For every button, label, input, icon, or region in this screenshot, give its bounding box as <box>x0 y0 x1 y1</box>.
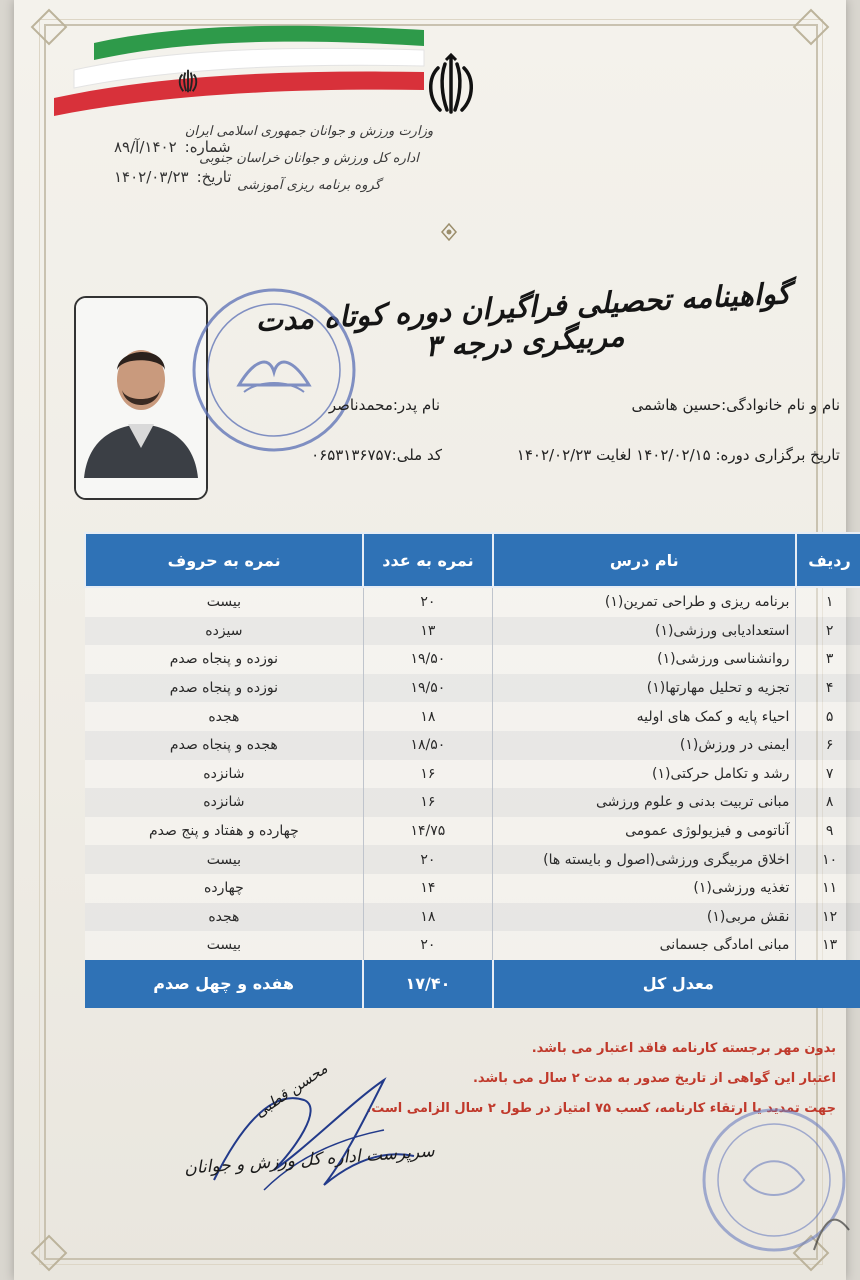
grade-in-words: نوزده و پنجاه صدم <box>85 645 363 674</box>
grade-in-words: شانزده <box>85 788 363 817</box>
course-name: برنامه ریزی و طراحی تمرین(۱) <box>493 587 796 617</box>
grade-in-words: هجده <box>85 903 363 932</box>
total-average-row <box>85 960 860 1008</box>
certificate-title: گواهینامه تحصیلی فراگیران دوره کوتاه مدت مربیگری درجه ۳ <box>254 276 792 364</box>
course-name: تجزیه و تحلیل مهارتها(۱) <box>493 674 796 703</box>
numeric-grade: ۱۸ <box>363 903 492 932</box>
table-row <box>85 903 860 932</box>
ornament-icon <box>434 222 464 242</box>
course-name: استعدادیابی ورزشی(۱) <box>493 617 796 646</box>
grade-in-words: نوزده و پنجاه صدم <box>85 674 363 703</box>
total-average-numeric: ۱۷/۴۰ <box>363 960 492 1008</box>
table-row <box>85 645 860 674</box>
numeric-grade: ۱۶ <box>363 788 492 817</box>
date-value: ۱۴۰۲/۰۳/۲۳ <box>114 168 189 186</box>
numeric-grade: ۲۰ <box>363 845 492 874</box>
embossed-stamp <box>664 1100 860 1270</box>
header-grade-in-words: نمره به حروف <box>85 533 363 587</box>
table-row <box>85 587 860 617</box>
table-row <box>85 817 860 846</box>
grade-in-words: بیست <box>85 845 363 874</box>
row-number: ۷ <box>796 760 860 789</box>
row-number: ۹ <box>796 817 860 846</box>
total-average-label: معدل کل <box>493 960 860 1008</box>
numeric-grade: ۱۳ <box>363 617 492 646</box>
table-row <box>85 874 860 903</box>
row-number: ۱ <box>796 587 860 617</box>
header-course-name: نام درس <box>493 533 796 587</box>
row-number: ۶ <box>796 731 860 760</box>
official-seal-stamp <box>184 280 364 460</box>
grade-in-words: بیست <box>85 587 363 617</box>
course-name: نقش مربی(۱) <box>493 903 796 932</box>
course-name: مبانی تربیت بدنی و علوم ورزشی <box>493 788 796 817</box>
note-line: اعتبار این گواهی از تاریخ صدور به مدت ۲ سال می باشد. <box>472 1071 836 1086</box>
grade-in-words: بیست <box>85 931 363 960</box>
numeric-grade: ۲۰ <box>363 587 492 617</box>
numeric-grade: ۱۹/۵۰ <box>363 674 492 703</box>
course-name: مبانی امادگی جسمانی <box>493 931 796 960</box>
table-row <box>85 674 860 703</box>
course-name: تغذیه ورزشی(۱) <box>493 874 796 903</box>
row-number: ۲ <box>796 617 860 646</box>
grade-in-words: چهارده <box>85 874 363 903</box>
numeric-grade: ۱۶ <box>363 760 492 789</box>
grade-in-words: سیزده <box>85 617 363 646</box>
grades-table <box>84 532 860 1008</box>
row-number: ۴ <box>796 674 860 703</box>
grade-in-words: هجده و پنجاه صدم <box>85 731 363 760</box>
note-line: بدون مهر برجسته کارنامه فاقد اعتبار می باشد. <box>531 1041 836 1056</box>
note-line: جهت تمدید یا ارتقاء کارنامه، کسب ۷۵ امتیاز در طول ۲ سال الزامی است. <box>366 1101 836 1116</box>
table-header-row <box>85 533 860 587</box>
document-date <box>114 162 231 192</box>
number-label: شماره: <box>184 138 231 156</box>
row-number: ۱۱ <box>796 874 860 903</box>
table-row <box>85 788 860 817</box>
table-row <box>85 760 860 789</box>
signatory-name: محسن قطبی <box>251 1059 331 1122</box>
father-name: نام پدر:محمدناصر <box>328 396 440 414</box>
row-number: ۸ <box>796 788 860 817</box>
applicant-name: نام و نام خانوادگی:حسین هاشمی <box>631 396 840 414</box>
table-row <box>85 617 860 646</box>
grade-in-words: شانزده <box>85 760 363 789</box>
iran-flag-ribbon <box>34 8 434 118</box>
group-line: گروه برنامه ریزی آموزشی <box>237 178 381 193</box>
ministry-line: وزارت ورزش و جوانان جمهوری اسلامی ایران <box>184 124 434 139</box>
numeric-grade: ۱۸ <box>363 702 492 731</box>
table-row <box>85 845 860 874</box>
course-name: آناتومی و فیزیولوژی عمومی <box>493 817 796 846</box>
national-emblem-icon <box>418 52 484 118</box>
numeric-grade: ۱۴ <box>363 874 492 903</box>
course-period: تاریخ برگزاری دوره: ۱۴۰۲/۰۲/۱۵ لغایت ۱۴۰۲/۰۲/۲۳ <box>516 446 840 464</box>
grade-in-words: هجده <box>85 702 363 731</box>
number-value: ۱۴۰۲/آ/۸۹ <box>114 138 177 156</box>
document-number <box>114 132 231 162</box>
total-average-words: هفده و چهل صدم <box>85 960 363 1008</box>
department-line: اداره کل ورزش و جوانان خراسان جنوبی <box>199 151 419 166</box>
row-number: ۱۰ <box>796 845 860 874</box>
course-name: رشد و تکامل حرکتی(۱) <box>493 760 796 789</box>
header-row-number: ردیف <box>796 533 860 587</box>
course-name: ایمنی در ورزش(۱) <box>493 731 796 760</box>
date-label: تاریخ: <box>196 168 232 186</box>
row-number: ۵ <box>796 702 860 731</box>
national-emblem-small-icon <box>174 66 202 96</box>
header-numeric-grade: نمره به عدد <box>363 533 492 587</box>
numeric-grade: ۱۹/۵۰ <box>363 645 492 674</box>
table-row <box>85 731 860 760</box>
course-name: روانشناسی ورزشی(۱) <box>493 645 796 674</box>
row-number: ۱۲ <box>796 903 860 932</box>
row-number: ۱۳ <box>796 931 860 960</box>
row-number: ۳ <box>796 645 860 674</box>
document-meta <box>114 132 231 192</box>
signatory-position: سرپرست اداره کل ورزش و جوانان <box>183 1141 436 1179</box>
grade-in-words: چهارده و هفتاد و پنج صدم <box>85 817 363 846</box>
certificate-paper <box>14 0 851 1280</box>
course-name: احیاء پایه و کمک های اولیه <box>493 702 796 731</box>
numeric-grade: ۱۸/۵۰ <box>363 731 492 760</box>
table-row <box>85 702 860 731</box>
numeric-grade: ۱۴/۷۵ <box>363 817 492 846</box>
course-name: اخلاق مربیگری ورزشی(اصول و بایسته ها) <box>493 845 796 874</box>
numeric-grade: ۲۰ <box>363 931 492 960</box>
table-row <box>85 931 860 960</box>
national-id: کد ملی:۰۶۵۳۱۳۶۷۵۷ <box>311 446 442 464</box>
